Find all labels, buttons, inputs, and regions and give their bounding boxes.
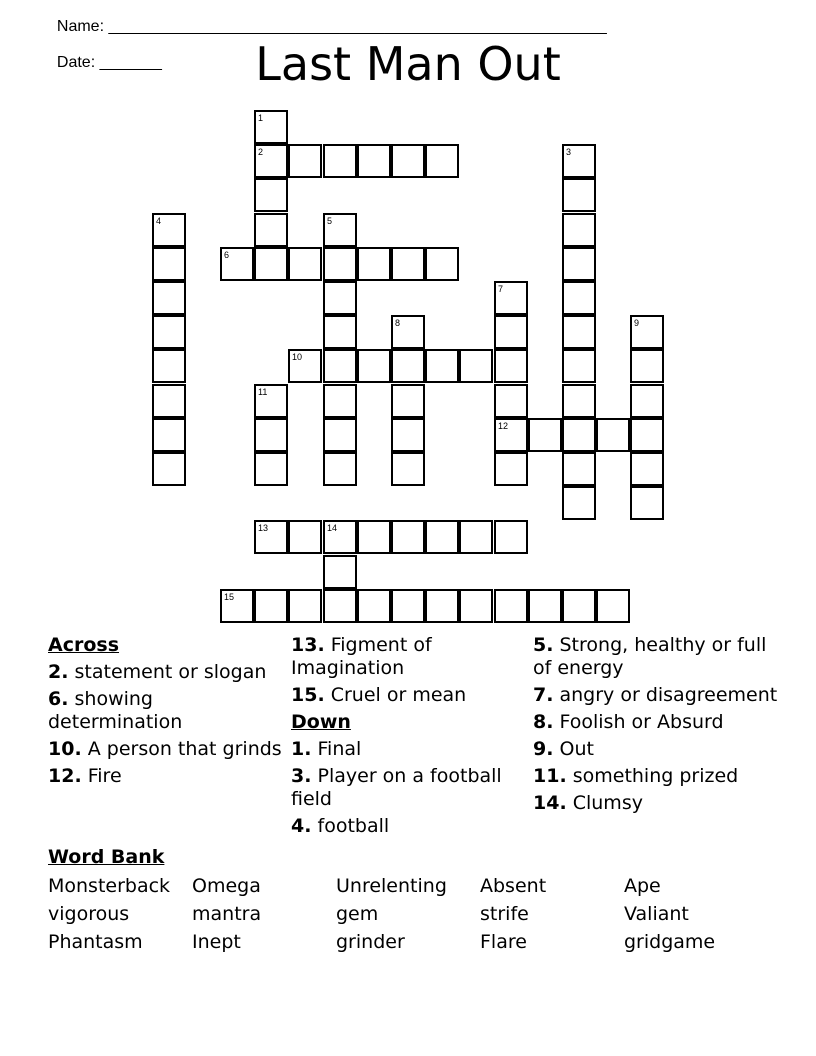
crossword-cell[interactable]	[152, 452, 186, 486]
crossword-cell[interactable]	[152, 281, 186, 315]
crossword-cell[interactable]	[596, 418, 630, 452]
crossword-cell[interactable]	[323, 418, 357, 452]
clue-down-8: 8. Foolish or Absurd	[533, 711, 724, 733]
crossword-cell[interactable]	[562, 418, 596, 452]
crossword-cell[interactable]	[152, 315, 186, 349]
crossword-cell[interactable]	[391, 520, 425, 554]
crossword-cell[interactable]	[152, 349, 186, 383]
word-bank-word: strife	[480, 903, 529, 925]
cell-number: 2	[258, 147, 264, 157]
crossword-cell[interactable]	[494, 349, 528, 383]
crossword-cell[interactable]	[323, 281, 357, 315]
crossword-cell[interactable]	[459, 349, 493, 383]
clue-down-4: 4. football	[291, 815, 390, 837]
cell-number: 13	[258, 523, 269, 533]
crossword-cell[interactable]	[494, 281, 528, 315]
cell-number: 7	[498, 284, 504, 294]
crossword-cell[interactable]	[254, 213, 288, 247]
crossword-cell[interactable]	[391, 418, 425, 452]
crossword-cell[interactable]	[391, 247, 425, 281]
crossword-cell[interactable]	[528, 418, 562, 452]
word-bank-word: Unrelenting	[336, 875, 447, 897]
word-bank-word: Flare	[480, 931, 527, 953]
crossword-cell[interactable]	[596, 589, 630, 623]
crossword-cell[interactable]	[323, 213, 357, 247]
cell-number: 12	[498, 421, 509, 431]
crossword-cell[interactable]	[323, 384, 357, 418]
crossword-cell[interactable]	[254, 178, 288, 212]
crossword-cell[interactable]	[562, 281, 596, 315]
word-bank-word: Valiant	[624, 903, 689, 925]
crossword-cell[interactable]	[288, 589, 322, 623]
clue-across-2: 2. statement or slogan	[48, 661, 267, 683]
cell-number: 14	[327, 523, 338, 533]
crossword-cell[interactable]	[288, 520, 322, 554]
word-bank	[48, 874, 768, 958]
crossword-cell[interactable]	[562, 589, 596, 623]
crossword-cell[interactable]	[630, 384, 664, 418]
crossword-cell[interactable]	[220, 589, 254, 623]
name-field[interactable]: Name: ________________________________________________________	[56, 18, 607, 35]
cell-number: 15	[224, 592, 235, 602]
crossword-cell[interactable]	[323, 247, 357, 281]
date-field[interactable]: Date: _______	[56, 54, 162, 71]
crossword-cell[interactable]	[459, 520, 493, 554]
crossword-cell[interactable]	[425, 520, 459, 554]
crossword-cell[interactable]	[357, 247, 391, 281]
crossword-cell[interactable]	[152, 384, 186, 418]
crossword-cell[interactable]	[152, 418, 186, 452]
word-bank-word: gem	[336, 903, 379, 925]
crossword-cell[interactable]	[630, 486, 664, 520]
crossword-cell[interactable]	[562, 384, 596, 418]
crossword-cell[interactable]	[391, 452, 425, 486]
clue-column-1	[48, 630, 288, 788]
crossword-cell[interactable]	[562, 315, 596, 349]
crossword-cell[interactable]	[391, 315, 425, 349]
crossword-cell[interactable]	[323, 144, 357, 178]
cell-number: 4	[156, 216, 162, 226]
crossword-cell[interactable]	[152, 213, 186, 247]
crossword-cell[interactable]	[391, 349, 425, 383]
word-bank-word: mantra	[192, 903, 262, 925]
crossword-cell[interactable]	[425, 144, 459, 178]
word-bank-word: Ape	[624, 875, 661, 897]
word-bank-word: Monsterback	[48, 875, 171, 897]
crossword-cell[interactable]	[254, 520, 288, 554]
cell-number: 5	[327, 216, 333, 226]
crossword-cell[interactable]	[562, 452, 596, 486]
word-bank-row	[48, 902, 768, 930]
crossword-cell[interactable]	[323, 452, 357, 486]
crossword-cell[interactable]	[288, 349, 322, 383]
crossword-cell[interactable]	[391, 384, 425, 418]
crossword-cell[interactable]	[152, 247, 186, 281]
word-bank-title: Word Bank	[48, 846, 165, 868]
crossword-cell[interactable]	[391, 589, 425, 623]
crossword-cell[interactable]	[562, 213, 596, 247]
crossword-cell[interactable]	[391, 144, 425, 178]
crossword-cell[interactable]	[254, 418, 288, 452]
word-bank-row	[48, 874, 768, 902]
crossword-cell[interactable]	[425, 349, 459, 383]
clue-across-6: 6. showing determination	[48, 688, 183, 733]
crossword-cell[interactable]	[323, 315, 357, 349]
cell-number: 11	[258, 387, 268, 397]
word-bank-word: Absent	[480, 875, 547, 897]
crossword-cell[interactable]	[288, 144, 322, 178]
clue-across-10: 10. A person that grinds	[48, 738, 282, 760]
clue-down-1: 1. Final	[291, 738, 362, 760]
clue-column-2	[291, 630, 516, 838]
clue-down-5: 5. Strong, healthy or full of energy	[533, 634, 767, 679]
crossword-cell[interactable]	[323, 520, 357, 554]
crossword-cell[interactable]	[630, 349, 664, 383]
crossword-cell[interactable]	[357, 144, 391, 178]
down-heading: Down	[291, 711, 351, 733]
crossword-cell[interactable]	[323, 589, 357, 623]
puzzle-title: Last Man Out	[255, 37, 561, 91]
crossword-cell[interactable]	[494, 384, 528, 418]
clue-across-15: 15. Cruel or mean	[291, 684, 467, 706]
crossword-cell[interactable]	[357, 589, 391, 623]
crossword-cell[interactable]	[254, 110, 288, 144]
across-heading: Across	[48, 634, 120, 656]
crossword-cell[interactable]	[630, 452, 664, 486]
clue-down-11: 11. something prized	[533, 765, 739, 787]
clue-down-14: 14. Clumsy	[533, 792, 643, 814]
crossword-cell[interactable]	[254, 452, 288, 486]
cell-number: 9	[634, 318, 640, 328]
word-bank-word: Phantasm	[48, 931, 143, 953]
crossword-cell[interactable]	[630, 418, 664, 452]
crossword-cell[interactable]	[425, 247, 459, 281]
crossword-cell[interactable]	[494, 418, 528, 452]
clue-down-9: 9. Out	[533, 738, 594, 760]
crossword-cell[interactable]	[562, 247, 596, 281]
crossword-cell[interactable]	[323, 555, 357, 589]
crossword-cell[interactable]	[254, 247, 288, 281]
crossword-cell[interactable]	[323, 349, 357, 383]
clue-across-13: 13. Figment of Imagination	[291, 634, 432, 679]
crossword-cell[interactable]	[630, 315, 664, 349]
crossword-cell[interactable]	[357, 520, 391, 554]
crossword-cell[interactable]	[459, 589, 493, 623]
clue-down-3: 3. Player on a football field	[291, 765, 502, 810]
cell-number: 10	[292, 352, 303, 362]
word-bank-word: Omega	[192, 875, 261, 897]
cell-number: 1	[258, 113, 264, 123]
crossword-cell[interactable]	[494, 520, 528, 554]
crossword-cell[interactable]	[220, 247, 254, 281]
crossword-cell[interactable]	[562, 178, 596, 212]
crossword-cell[interactable]	[357, 349, 391, 383]
clue-column-3	[533, 630, 778, 815]
crossword-cell[interactable]	[254, 144, 288, 178]
crossword-cell[interactable]	[562, 349, 596, 383]
word-bank-word: gridgame	[624, 931, 716, 953]
crossword-cell[interactable]	[494, 452, 528, 486]
crossword-cell[interactable]	[254, 589, 288, 623]
crossword-cell[interactable]	[562, 144, 596, 178]
word-bank-row	[48, 930, 768, 958]
clue-across-12: 12. Fire	[48, 765, 122, 787]
cell-number: 8	[395, 318, 401, 328]
crossword-cell[interactable]	[494, 589, 528, 623]
clue-down-7: 7. angry or disagreement	[533, 684, 778, 706]
word-bank-word: vigorous	[48, 903, 130, 925]
crossword-cell[interactable]	[288, 247, 322, 281]
word-bank-word: Inept	[192, 931, 241, 953]
word-bank-word: grinder	[336, 931, 405, 953]
crossword-cell[interactable]	[562, 486, 596, 520]
crossword-cell[interactable]	[494, 315, 528, 349]
cell-number: 6	[224, 250, 230, 260]
cell-number: 3	[566, 147, 572, 157]
crossword-cell[interactable]	[425, 589, 459, 623]
crossword-cell[interactable]	[528, 589, 562, 623]
crossword-cell[interactable]	[254, 384, 288, 418]
